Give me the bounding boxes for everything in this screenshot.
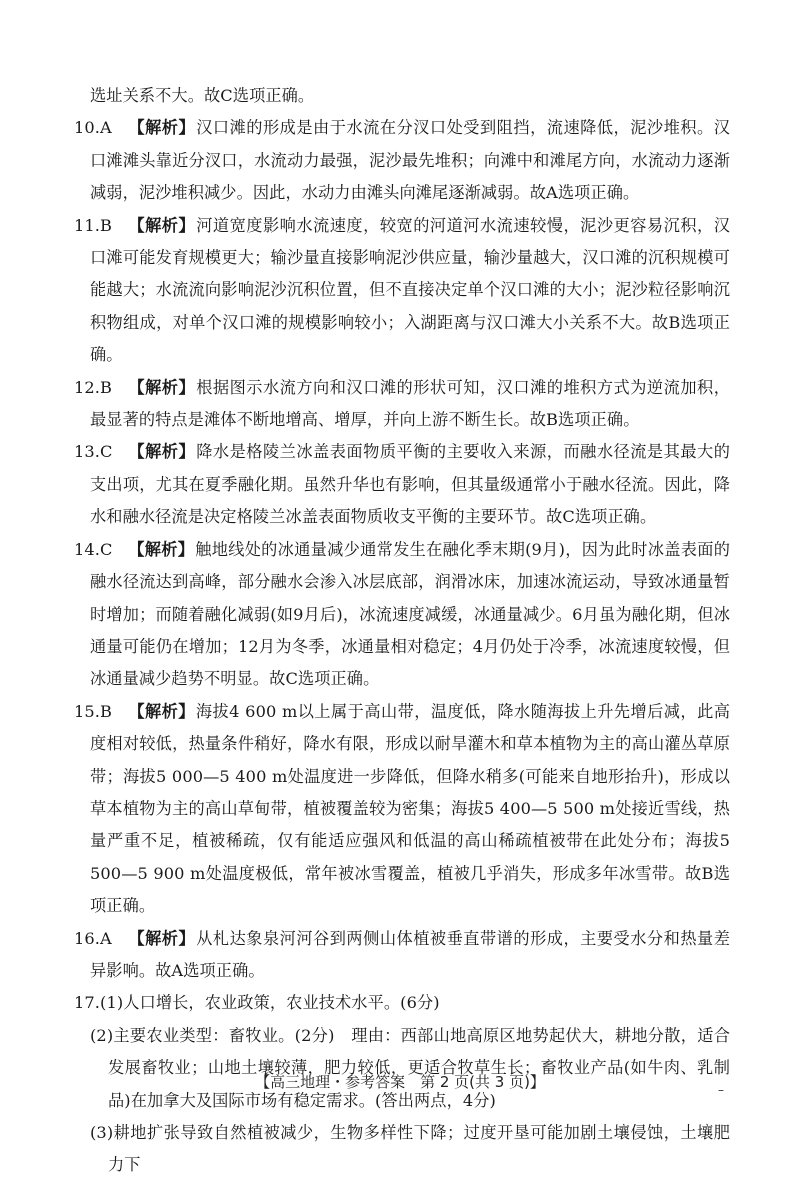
analysis-tag: 【解析】 (128, 215, 196, 235)
answer-number: 12.B (74, 377, 113, 397)
analysis-tag: 【解析】 (128, 928, 196, 948)
analysis-tag: 【解析】 (128, 377, 196, 397)
answer-13 (74, 436, 730, 533)
answer-content (74, 80, 730, 1182)
answer-number: 15.B (74, 701, 113, 721)
analysis-tag: 【解析】 (128, 701, 195, 721)
page-footer: 【高三地理・参考答案 第 2 页(共 3 页)】 (255, 1073, 545, 1091)
answer-16 (74, 923, 730, 988)
answer-17 (74, 987, 730, 1019)
corner-mark: – (718, 1083, 724, 1097)
answer-text: 河道宽度影响水流速度，较宽的河道河水流速较慢，泥沙更容易沉积，汉口滩可能发育规模更大；输沙量直接影响泥沙供应量，输沙量越大，汉口滩的沉积规模可能越大；水流流向影响泥沙沉积位置，但不直接决定单个汉口滩的大小；泥沙粒径影响沉积物组成，对单个汉口滩的规模影响较小；入湖距离与汉口滩大小关系不大。故B选项正确。 (90, 215, 730, 365)
answer-text: 触地线处的冰通量减少通常发生在融化季末期(9月)，因为此时冰盖表面的融水径流达到高峰，部分融水会渗入冰层底部，润滑冰床，加速冰流运动，导致冰通量暂时增加；而随着融化减弱(如9月后)，冰流速度减缓，冰通量减少。6月虽为融化期，但冰通量可能仍在增加；12月为冬季，冰通量相对稳定；4月仍处于冷季，冰流速度较慢，但冰通量减少趋势不明显。故C选项正确。 (90, 539, 731, 689)
answer-15 (74, 696, 730, 923)
analysis-tag: 【解析】 (128, 118, 196, 138)
answer-number: 16.A (74, 928, 112, 948)
answer-text: 从札达象泉河河谷到两侧山体植被垂直带谱的形成，主要受水分和热量差异影响。故A选项正确。 (90, 928, 730, 980)
answer-text: 降水是格陵兰冰盖表面物质平衡的主要收入来源，而融水径流是其最大的支出项，尤其在夏季融化期。虽然升华也有影响，但其量级通常小于融水径流。因此，降水和融水径流是决定格陵兰冰盖表面物质收支平衡的主要环节。故C选项正确。 (90, 442, 730, 527)
answer-17-part-1: (1)人口增长，农业政策，农业技术水平。(6分) (100, 993, 440, 1013)
answer-10 (74, 112, 730, 209)
answer-11 (74, 210, 730, 372)
answer-number: 11.B (74, 215, 113, 235)
answer-17-part-3: (3)耕地扩张导致自然植被减少，生物多样性下降；过度开垦可能加剧土壤侵蚀，土壤肥力下 (90, 1123, 730, 1175)
analysis-tag: 【解析】 (128, 539, 195, 559)
answer-14 (74, 534, 730, 696)
answer-17-part-2: (2)主要农业类型：畜牧业。(2分) 理由：西部山地高原区地势起伏大，耕地分散，适合发展畜牧业；山地土壤较薄，肥力较低，更适合牧草生长；畜牧业产品(如牛肉、乳制品)在加拿大及国际市场有稳定需求。(答出两点，4分) (90, 1025, 730, 1110)
analysis-tag: 【解析】 (128, 442, 196, 462)
answer-number: 10.A (74, 118, 112, 138)
answer-text: 海拔4 600 m以上属于高山带，温度低，降水随海拔上升先增后减，此高度相对较低，热量条件稍好，降水有限，形成以耐旱灌木和草本植物为主的高山灌丛草原带；海拔5 000—5 400 m处温度进一步降低，但降水稍多(可能来自地形抬升)，形成以草本植物为主的高山草甸带，植被覆盖较为密集；海拔5 400—5 500 m处接近雪线，热量严重不足，植被稀疏，仅有能适应强风和低温的高山稀疏植被带在此处分布；海拔5 500—5 900 m处温度极低，常年被冰雪覆盖，植被几乎消失，形成多年冰雪带。故B选项正确。 (90, 701, 730, 916)
intro-line: 选址关系不大。故C选项正确。 (90, 86, 315, 105)
answer-number: 14.C (74, 539, 113, 559)
answer-text: 汉口滩的形成是由于水流在分汊口处受到阻挡，流速降低，泥沙堆积。汉口滩滩头靠近分汊口，水流动力最强，泥沙最先堆积；向滩中和滩尾方向，水流动力逐渐减弱，泥沙堆积减少。因此，水动力由滩头向滩尾逐渐减弱。故A选项正确。 (90, 118, 730, 203)
answer-number: 13.C (74, 442, 113, 462)
answer-text: 根据图示水流方向和汉口滩的形状可知，汉口滩的堆积方式为逆流加积，最显著的特点是滩体不断地增高、增厚，并向上游不断生长。故B选项正确。 (90, 377, 730, 430)
answer-number: 17. (74, 993, 101, 1013)
answer-12 (74, 372, 730, 437)
